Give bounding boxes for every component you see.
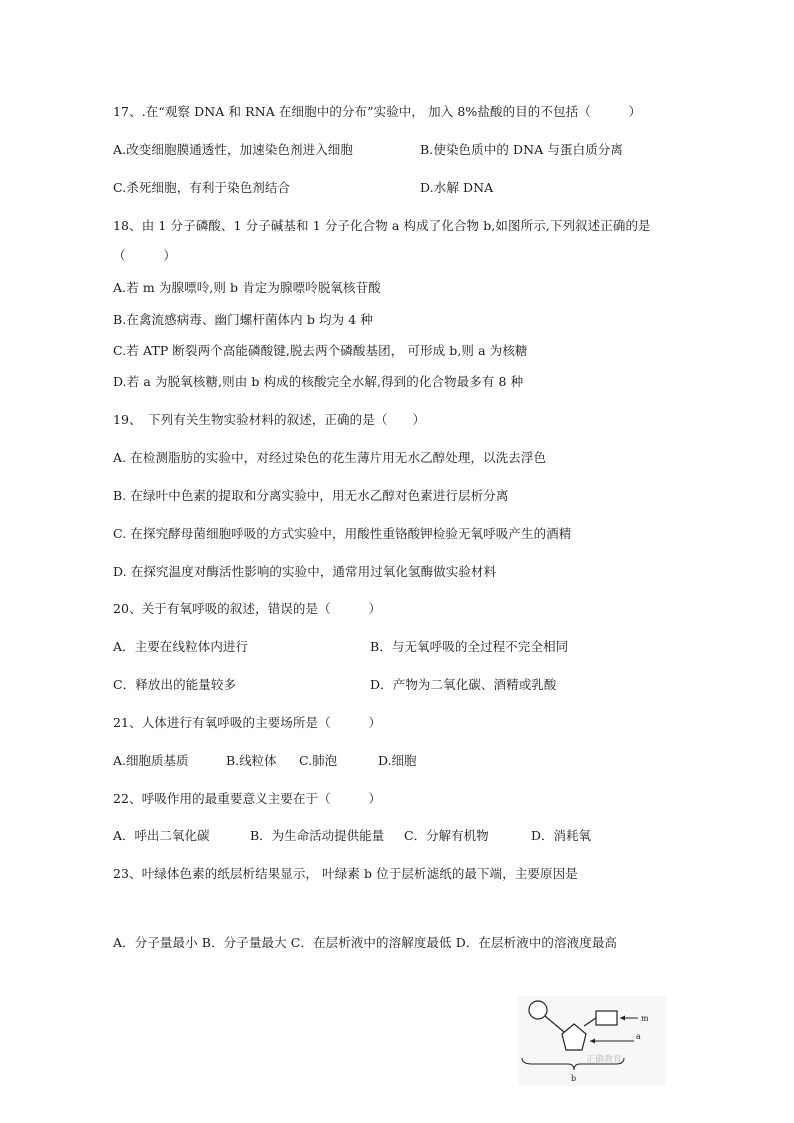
- q18-option-c: C.若 ATP 断裂两个高能磷酸键,脱去两个磷酸基团， 可形成 b,则 a 为核糖: [113, 343, 528, 358]
- q20-stem: 20、关于有氧呼吸的叙述，错误的是（ ）: [113, 601, 382, 616]
- q22-stem: 22、呼吸作用的最重要意义主要在于（ ）: [113, 791, 382, 806]
- label-m: m: [641, 1014, 649, 1023]
- q22-option-a: A．呼出二氧化碳: [113, 828, 210, 843]
- q19-option-a: A. 在检测脂肪的实验中，对经过染色的花生薄片用无水乙醇处理，以洗去浮色: [113, 450, 547, 465]
- q21-option-d: D.细胞: [378, 753, 417, 768]
- q18-stem: 18、由 1 分子磷酸、1 分子碱基和 1 分子化合物 a 构成了化合物 b,如图所示,下列叙述正确的是: [113, 218, 651, 233]
- q20-option-c: C．释放出的能量较多: [113, 677, 237, 692]
- q20-option-d: D．产物为二氧化碳、酒精或乳酸: [370, 677, 557, 692]
- q18-option-a: A.若 m 为腺嘌呤,则 b 肯定为腺嘌呤脱氧核苷酸: [113, 280, 381, 295]
- q19-option-c: C. 在探究酵母菌细胞呼吸的方式实验中，用酸性重铬酸钾检验无氧呼吸产生的酒精: [113, 526, 572, 541]
- q19-option-b: B. 在绿叶中色素的提取和分离实验中，用无水乙醇对色素进行层析分离: [113, 488, 509, 503]
- watermark: 正确教育: [586, 1055, 623, 1065]
- q17-stem: 17、.在“观察 DNA 和 RNA 在细胞中的分布”实验中， 加入 8%盐酸的目的不包括（ ）: [113, 104, 642, 119]
- q22-option-d: D．消耗氧: [531, 828, 592, 843]
- nucleotide-diagram: [518, 996, 666, 1086]
- q23-options: A．分子量最小 B．分子量最大 C．在层析液中的溶解度最低 D．在层析液中的溶液度最高: [113, 935, 618, 950]
- q23-stem: 23、叶绿体色素的纸层析结果显示， 叶绿素 b 位于层析滤纸的最下端，主要原因是: [113, 866, 578, 881]
- q22-option-c: C．分解有机物: [404, 828, 489, 843]
- q17-option-c: C.杀死细胞，有利于染色剂结合: [113, 180, 291, 195]
- q21-option-a: A.细胞质基质: [113, 753, 189, 768]
- label-a: a: [636, 1032, 641, 1041]
- base-rectangle: [596, 1011, 617, 1025]
- q22-option-b: B．为生命活动提供能量: [250, 828, 385, 843]
- q18-option-d: D.若 a 为脱氧核糖,则由 b 构成的核酸完全水解,得到的化合物最多有 8 种: [113, 374, 524, 389]
- q20-option-b: B．与无氧呼吸的全过程不完全相同: [370, 639, 569, 654]
- q18-stem-bracket: （ ）: [113, 248, 177, 263]
- q17-option-b: B.使染色质中的 DNA 与蛋白质分离: [420, 142, 623, 157]
- q17-option-d: D.水解 DNA: [420, 180, 494, 195]
- q19-option-d: D. 在探究温度对酶活性影响的实验中，通常用过氧化氢酶做实验材料: [113, 564, 497, 579]
- q19-stem: 19、 下列有关生物实验材料的叙述，正确的是（ ）: [113, 412, 426, 427]
- q18-option-b: B.在禽流感病毒、幽门螺杆菌体内 b 均为 4 种: [113, 312, 374, 327]
- q21-option-b: B.线粒体: [226, 753, 277, 768]
- q17-option-a: A.改变细胞膜通透性，加速染色剂进入细胞: [113, 142, 354, 157]
- q20-option-a: A．主要在线粒体内进行: [113, 639, 249, 654]
- phosphate-circle: [529, 1001, 547, 1019]
- q21-option-c: C.肺泡: [299, 753, 338, 768]
- q21-stem: 21、人体进行有氧呼吸的主要场所是（ ）: [113, 715, 382, 730]
- label-b: b: [571, 1074, 577, 1083]
